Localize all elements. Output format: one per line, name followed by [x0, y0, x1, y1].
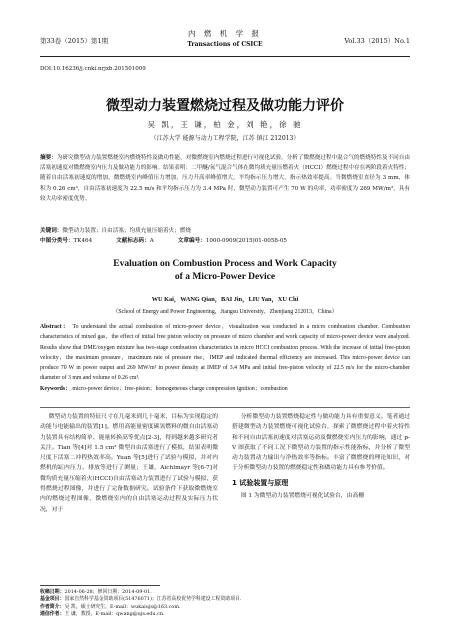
abstract-en-text: To understand the actual combustion of micro-power device，visualization was conducted in a micro combustion chamber. Combustion characteristics of mixed gas，the effect of initial free piston velocity on pressure of micro chamber and work capacity of micro-power device were analyzed. Results show that DME/oxygen mixture has two-stage combustion characteristics in micro HCCI combustion process. With the increase of initial free-piston velocity，the maximum pressure，maximum rate of pressure rise，IMEP and indicated thermal efficiency are increased. This micro-power device can produce 70 W in power output and 269 MW/m³ in power density at IMEP of 3.4 MPa and initial free-piston velocity of 22.5 m/s for the micro-chamber diameter of 3 mm and volume of 0.26 cm³.: [40, 324, 410, 382]
body-paragraph: 分析微型动力装置燃烧稳定性与做功能力具有重要意义。笔者通过搭建微型动力装置燃烧可视化试验台，探索了微燃烧过程中着火特性和不同自由活塞初速度对活塞运动及微燃烧室内压力的影响，通过 p-V 图获取了不同工况下微型动力装置的指示性能指标，并分析了微型动力装置动力输出与净热效率等指标。丰富了微燃烧的理论知识，对于分析微型动力装置的燃烧稳定性和做功能力具有参考价值。: [232, 414, 410, 472]
body-paragraph: 图 1 为微型动力装置燃烧可视化试验台，由高栅: [240, 493, 364, 500]
keywords-en: micro-power device；free-piston；homogeneous charge compression ignition；combustion: [72, 385, 288, 392]
journal-title-cn: 内 燃 机 学 报: [187, 29, 263, 38]
footnote-rule: [40, 585, 160, 586]
header-rule: [40, 56, 410, 57]
contact-label: 通信作者：: [40, 610, 65, 617]
affiliation-en: （School of Energy and Power Engineering，Jiangsu University，Zhenjiang 212013，China）: [112, 309, 338, 315]
authors-cn: 吴 凯，王 谦，柏 金，刘 艳，徐 驰: [147, 120, 303, 129]
meta-cn: [40, 226, 410, 246]
keywords-cn: 微型动力装置；自由活塞；均质充量压缩着火；燃烧: [62, 228, 192, 234]
author-label: 作者简介：: [40, 603, 65, 610]
affiliation-cn: （江苏大学 能源与动力工程学院，江苏 镇江 212013）: [150, 135, 300, 142]
body-paragraph: 微型动力装置的特征尺寸在几毫米到几十毫米，目标为实现稳定的动能与电能输出的装置[1]。燃用高能量密度碳氢燃料的微自由活塞动力装置具有结构简单、能量转换高等优点[2-3]，得到越来越多研究者关注。Tian 等[4]对 1.5 cm³ 微型自由活塞进行了模拟，结果表明微尺度下活塞二冲程热效率高。Yuan 等[5]进行了试验与模拟，并对内燃机的缸内压力、排放等进行了测量；王谦，Aichlmayr 等[6-7]对微均质充量压缩着火(HCCI)自由活塞动力装置进行了试验与模拟，获得燃烧过程图像，并进行了完备数据研究。试验条件下获取微燃烧室内的燃烧过程图像，微燃烧室内的自由活塞运动过程及实际压力状况，对于: [40, 414, 218, 513]
body-divider: [40, 407, 410, 408]
title-cn: 微型动力装置燃烧过程及做功能力评价: [106, 98, 344, 114]
author-value: 吴 凯，硕士研究生，E-mail：wukaiujs@163.com.: [64, 603, 181, 610]
body-column-left: [40, 412, 218, 515]
title-en-line1: Evaluation on Combustion Process and Work Capacity: [113, 259, 337, 269]
keywords-cn-label: 关键词：: [40, 228, 63, 234]
received-label: 收稿日期：: [40, 589, 65, 595]
journal-title-en: Transactions of CSICE: [187, 41, 263, 48]
fund-label: 基金项目：: [40, 596, 65, 603]
abstract-en: [40, 322, 410, 394]
section-heading: 1 试验装置与原理: [232, 478, 289, 487]
fund-value: 国家自然科学基金资助项目(51476071)；江苏省高校优势学科建设工程资助项目.: [64, 596, 242, 603]
header-volume-right: Vol.33（2015）No.1: [344, 37, 410, 45]
keywords-en-label: Keywords：: [40, 385, 71, 392]
abstract-en-label: Abstract：: [40, 324, 70, 330]
footnotes: [40, 589, 410, 618]
article-no-label: 文章编号：: [177, 238, 206, 244]
doc-code-value: A: [149, 238, 154, 244]
clc-label: 中图分类号：: [40, 238, 74, 244]
title-en: [0, 258, 450, 284]
abstract-cn-text: 为研究微型动力装置燃烧室内燃烧特性及做功性能，对微燃烧室内燃烧过程进行可视化试验，分析了微燃烧过程中混合气的燃烧特性及不同自由活塞初速度对微燃烧室内压力及做功能力的影响。结果表明：二甲醚/氧气混合气体在微均质充量压燃着火（HCCI）燃烧过程中存在两阶段着火特性；随着自由活塞初速度的增加，微燃烧室内峰值压力增加，压力升高率峰值增大，平均指示压力增大，指示热效率提高。当微燃烧室直径为 3 mm，体积为 0.26 cm³，自由活塞初速度为 22.5 m/s 和平均指示压力为 3.4 MPa 时，微型动力装置可产生 70 W 的功率，功率密度为 269 MW/m³，具有较大功率密度优势。: [40, 155, 410, 202]
header-volume-left: 第33卷（2015）第1期: [40, 37, 108, 45]
title-en-line2: of a Micro-Power Device: [174, 272, 276, 282]
body-column-right: [232, 412, 410, 501]
doi: DOI:10.16236/j.cnki.nrjxb.201501009: [40, 66, 146, 72]
abstract-cn: [40, 153, 410, 204]
clc-value: TK464: [73, 238, 93, 244]
article-no-value: 1000-0909(2015)01-0058-05: [205, 238, 287, 244]
received-value: 2014-06-28；修回日期：2014-09-01.: [64, 589, 152, 595]
contact-value: 王 谦，教授，E-mail：qwang@ujs.edu.cn.: [64, 610, 165, 617]
abstract-cn-label: 摘要：: [40, 155, 57, 161]
doc-code-label: 文献标志码：: [116, 238, 150, 244]
authors-en: WU Kai，WANG Qian，BAI Jin，LIU Yan，XU Chi: [151, 296, 299, 303]
